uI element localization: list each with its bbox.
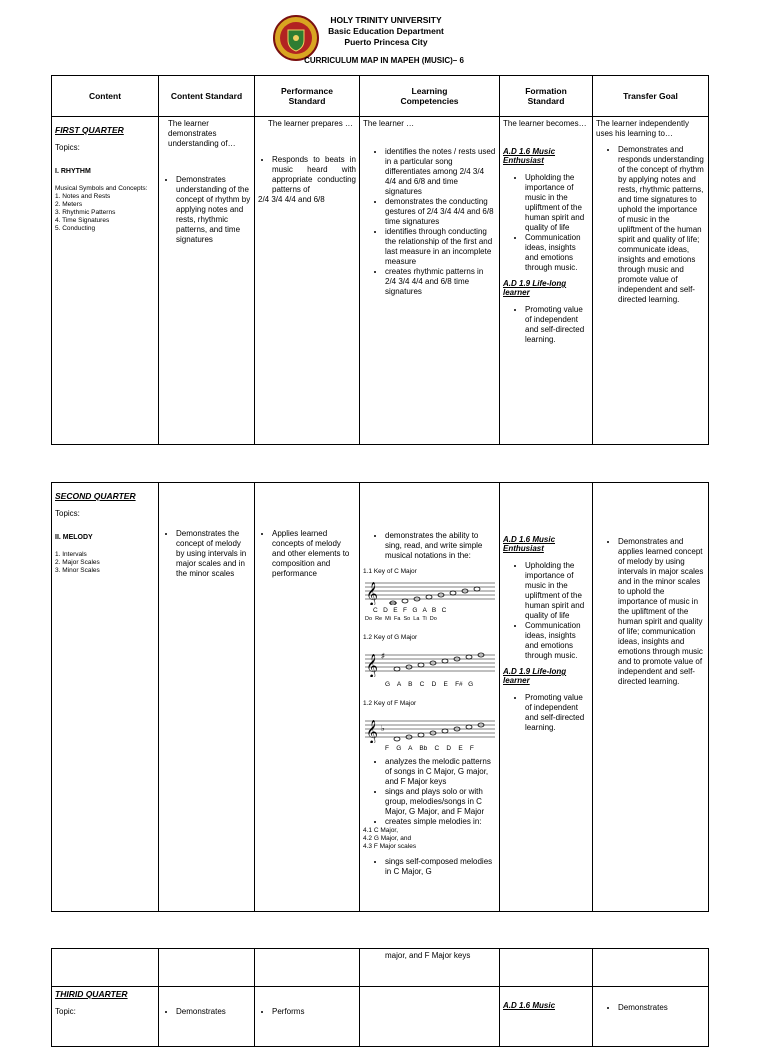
q3-fs-head1: A.D 1.6 Music [503, 1001, 556, 1010]
q2-fs-bullet: • Communication ideas, insights and emotions through music. [525, 621, 589, 661]
q3-content-cell [52, 987, 159, 1047]
q2-cs-bullet: • Demonstrates the concept of melody by using intervals in major scales and in the minor scales [176, 529, 251, 579]
q2-fs-bullet: • Promoting value of independent and self-directed learning. [525, 693, 589, 733]
q3-formation-standard-cell [500, 987, 593, 1047]
q3-transfer-goal-cell [593, 987, 709, 1047]
q1-title: FIRST QUARTER [55, 125, 124, 135]
col-header-formation-standard: Formation Standard [500, 76, 593, 117]
key-c-major-label: 1.1 Key of C Major [363, 568, 417, 575]
q1-tg-intro: The learner independently uses his learning to… [596, 119, 689, 138]
map-title: CURRICULUM MAP IN MAPEH (MUSIC)– 6 [304, 56, 464, 65]
curriculum-table-q1 [51, 75, 709, 445]
key-g-major-label: 1.2 Key of G Major [363, 634, 418, 641]
q2-lc-bullet: • sings and plays solo or with group, melodies/songs in C Major, G Major, and F Major [385, 787, 496, 817]
q1-item: 5. Conducting [55, 225, 96, 232]
q1-lc-intro: The learner … [363, 119, 415, 128]
q1-content-standard-cell [159, 117, 255, 445]
col-header-transfer-goal: Transfer Goal [593, 76, 709, 117]
q2-transfer-goal-cell [593, 483, 709, 912]
q2-topics-label: Topics: [55, 509, 80, 518]
q2-performance-standard-cell [255, 483, 360, 912]
q1-learning-competencies-cell [360, 117, 500, 445]
q2-tg-bullet: • Demonstrates and applies learned concept of melody by using intervals in major scales and in the minor scales to uphold the importance of music in the upliftment of the human spirit and quality of life; communication ideas, insights and emotions through music and to promote value of independent and self-directed learning. [618, 537, 705, 687]
q1-lc-bullet: • demonstrates the conducting gestures of 2/4 3/4 4/4 and 6/8 time signatures [385, 197, 496, 227]
q3-ps-bullet: • Performs [272, 1007, 356, 1017]
letterhead [326, 15, 446, 48]
department-name: Basic Education Department [328, 26, 444, 36]
q2-content-cell [52, 483, 159, 912]
q1-cs-intro: The learner demonstrates understanding of… [168, 119, 236, 148]
q2-lc-bullet: • analyzes the melodic patterns of songs in C Major, G major, and F Major keys [385, 757, 496, 787]
q2-title: SECOND QUARTER [55, 491, 136, 501]
q2-fs-bullet: • Upholding the importance of music in the upliftment of the human spirit and quality of life [525, 561, 589, 621]
q1-ps-bullet: • Responds to beats in music heard with appropriate conducting patterns of [272, 155, 356, 195]
col-header-content-standard: Content Standard [159, 76, 255, 117]
q1-item: 4. Time Signatures [55, 217, 110, 224]
q1-topic: I. RHYTHM [55, 168, 91, 175]
q1-performance-standard-cell [255, 117, 360, 445]
q2-lc-bullet: • sings self-composed melodies in C Major, G [385, 857, 496, 877]
col-header-performance-standard: Performance Standard [255, 76, 360, 117]
q1-fs-head1: A.D 1.6 Music Enthusiast [503, 147, 556, 165]
curriculum-table-q2 [51, 482, 709, 912]
q1-item: 2. Meters [55, 201, 83, 208]
q1-fs-bullet: • Promoting value of independent and self-directed learning. [525, 305, 589, 345]
city-name: Puerto Princesa City [344, 37, 428, 47]
q3-topic-label: Topic: [55, 1007, 76, 1016]
q1-content-cell [52, 117, 159, 445]
col-header-learning-competencies: Learning Competencies [360, 76, 500, 117]
g-major-scale-staff [363, 651, 497, 677]
svg-text:𝄞: 𝄞 [366, 719, 378, 743]
continuation-row [52, 949, 709, 987]
col-header-content: Content [52, 76, 159, 117]
q1-fs-intro: The learner becomes… [503, 119, 587, 128]
q1-lc-bullet: • identifies through conducting the relationship of the first and last measure in an incomplete measure [385, 227, 496, 267]
q1-item: 1. Notes and Rests [55, 193, 111, 200]
c-major-scale-staff [363, 579, 497, 605]
q3-row [52, 987, 709, 1047]
q1-lc-bullet: • identifies the notes / rests used in a particular song differentiates among 2/4 3/4 4/4 and 6/8 and time signatures [385, 147, 496, 197]
q3-tg-bullet: • Demonstrates [618, 1003, 705, 1013]
q1-fs-bullet: • Upholding the importance of music in the upliftment of the human spirit and quality of life [525, 173, 589, 233]
g-major-letters: G A B C D E F# G [385, 681, 474, 688]
c-major-letters: C D E F G A B C [373, 607, 447, 614]
q3-learning-competencies-cell [360, 987, 500, 1047]
university-name: HOLY TRINITY UNIVERSITY [330, 15, 442, 25]
q3-performance-standard-cell [255, 987, 360, 1047]
svg-text:♯: ♯ [381, 653, 385, 660]
q1-fs-head2: A.D 1.9 Life-long learner [503, 279, 567, 297]
c-major-solfege: Do Re Mi Fa So La Ti Do [365, 616, 437, 622]
q2-lc-sub: 4.2 G Major, and [363, 835, 412, 842]
q2-item: 2. Major Scales [55, 559, 100, 566]
svg-text:𝄞: 𝄞 [366, 653, 378, 677]
q2-item: 1. Intervals [55, 551, 87, 558]
f-major-letters: F G A Bb C D E F [385, 745, 474, 752]
q3-cs-bullet: • Demonstrates [176, 1007, 251, 1017]
q1-lc-bullet: • creates rhythmic patterns in 2/4 3/4 4/4 and 6/8 time signatures [385, 267, 496, 297]
q1-row [52, 117, 709, 445]
q2-topic: II. MELODY [55, 534, 93, 541]
q1-cs-bullet: • Demonstrates understanding of the concept of rhythm by applying notes and rests, rhythmic patterns, and time signatures [176, 175, 251, 245]
q2-row [52, 483, 709, 912]
q3-content-standard-cell [159, 987, 255, 1047]
svg-text:♭: ♭ [381, 724, 385, 733]
q2-ps-bullet: • Applies learned concepts of melody and other elements to composition and performance [272, 529, 356, 579]
key-f-major-label: 1.2 Key of F Major [363, 700, 417, 707]
q2-formation-standard-cell [500, 483, 593, 912]
q1-topics-label: Topics: [55, 143, 80, 152]
q3-title: THIRID QUARTER [55, 989, 128, 999]
q2-fs-head1: A.D 1.6 Music Enthusiast [503, 535, 556, 553]
continued-text-cell [360, 949, 500, 987]
curriculum-table-q3 [51, 948, 709, 1047]
q2-lc-sub: 4.3 F Major scales [363, 843, 417, 850]
q2-fs-head2: A.D 1.9 Life-long learner [503, 667, 567, 685]
f-major-scale-staff [363, 717, 497, 743]
q2-learning-competencies-cell [360, 483, 500, 912]
q1-transfer-goal-cell [593, 117, 709, 445]
q2-lc-bullet: • creates simple melodies in: [385, 817, 496, 827]
q1-formation-standard-cell [500, 117, 593, 445]
q2-item: 3. Minor Scales [55, 567, 100, 574]
q1-subhead: Musical Symbols and Concepts: [55, 185, 148, 192]
q2-lc-continued: major, and F Major keys [385, 951, 471, 960]
svg-text:𝄞: 𝄞 [366, 581, 378, 605]
column-header-row [52, 76, 709, 117]
q1-item: 3. Rhythmic Patterns [55, 209, 116, 216]
q2-lc-bullet: • demonstrates the ability to sing, read, and write simple musical notations in the: [385, 531, 496, 561]
q1-tg-bullet: • Demonstrates and responds understanding of the concept of rhythm by applying notes and rests, rhythmic patterns, and time signatures to uphold the importance of music in the upliftment of the human spirit and quality of life; communicate ideas, insights and emotions through music and promote value of independent and self-directed learning. [618, 145, 705, 305]
q1-ps-intro: The learner prepares … [268, 119, 353, 128]
q2-lc-sub: 4.1 C Major, [363, 827, 399, 834]
q1-fs-bullet: • Communication ideas, insights and emotions through music. [525, 233, 589, 273]
university-seal-logo [270, 14, 322, 62]
q2-content-standard-cell [159, 483, 255, 912]
q1-ps-meters: 2/4 3/4 4/4 and 6/8 [258, 195, 325, 204]
